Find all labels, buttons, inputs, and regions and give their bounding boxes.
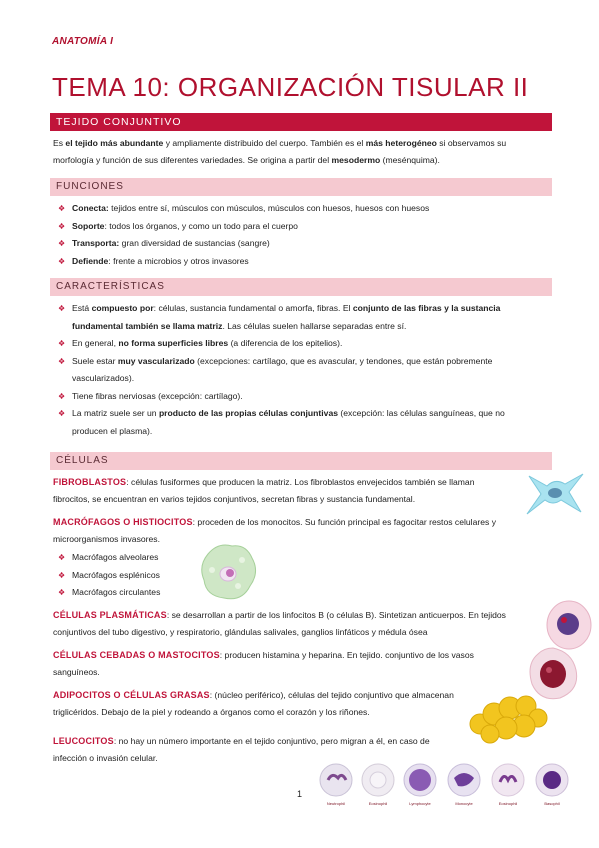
neutrophil-cell [320,764,352,796]
list-item [58,584,208,602]
diamond-bullet-icon: ❖ [58,221,66,231]
funciones-list [58,200,548,270]
diamond-bullet-icon: ❖ [58,256,66,266]
cell-label: Monocyte [455,801,473,806]
basophil-cell [536,764,568,796]
item-text: : todos los órganos, y como un todo para el cuerpo [104,220,298,231]
term-text: : células fusiformes que producen la matriz. Los fibroblastos envejecidos también se llaman fibrocitos, se encuentran en varios tejidos conjuntivos, secretan fibras y sustancia fundamental. [53,477,475,504]
item-bold: conjunto de las fibras y la sustancia fundamental también se llama matriz [72,303,501,331]
item-text: (a diferencia de los epitelios). [228,338,343,348]
lymphocyte-cell [404,764,436,796]
intro-text: y ampliamente distribuido del cuerpo. También es el [163,138,366,148]
fibroblast-illustration [525,468,585,520]
intro-text: si observamos su morfología y función de sus diferentes variedades. Se origina a partir del [53,138,507,165]
item-bold: Defiende [72,255,109,266]
cebadas-paragraph [53,647,493,681]
item-bold: Conecta: [72,203,109,213]
term-text: : (núcleo periférico), células del tejido conjuntivo que almacenan triglicéridos. Debajo de la piel y rodeando a órganos como el corazón y los riñones. [53,690,454,717]
funciones-heading: FUNCIONES [50,178,552,196]
intro-bold: mesodermo [331,155,381,165]
item-text: tejidos entre sí, músculos con músculos, músculos con huesos, huesos con huesos [108,203,430,213]
term-text: : no hay un número importante en el tejido conjuntivo, pero migran a él, en caso de infección o invasión celular. [53,736,430,763]
macrophage-illustration [198,540,260,604]
list-item [58,335,542,353]
item-bold: Soporte [72,220,105,231]
monocyte-cell [448,764,480,796]
item-text: Macrófagos esplénicos [72,569,160,580]
term-label: CÉLULAS CEBADAS O MASTOCITOS [53,650,220,660]
diamond-bullet-icon: ❖ [58,204,66,213]
list-item [58,353,542,388]
list-item [58,388,542,406]
item-text: : frente a microbios y otros invasores [108,255,249,266]
leukocytes-illustration [318,762,599,810]
diamond-bullet-icon: ❖ [58,570,66,580]
cell-label: Lymphocyte [409,801,431,806]
term-label: MACRÓFAGOS O HISTIOCITOS [53,517,193,527]
intro-text: (mesénquima). [380,155,440,165]
eosinophil-cell [492,764,524,796]
list-item [58,567,208,585]
cell-label: Eosinophil [368,801,388,806]
item-bold: muy vascularizado [117,355,195,366]
item-text: Macrófagos alveolares [72,552,159,562]
list-item [58,235,548,253]
caracteristicas-list [58,300,542,440]
item-text: La matriz suele ser un [72,408,159,418]
list-item [58,253,548,271]
item-text: En general, [72,338,119,348]
diamond-bullet-icon: ❖ [58,356,66,366]
item-text: Suele estar [72,355,118,366]
item-bold: producto de las propias células conjuntivas [158,408,339,418]
item-text: Tiene fibras nerviosas (excepción: cartílago). [72,390,243,401]
section-heading: TEJIDO CONJUNTIVO [50,113,552,131]
macrofagos-list [58,549,208,602]
diamond-bullet-icon: ❖ [58,409,66,418]
term-label: FIBROBLASTOS [53,477,127,487]
item-text: : células, sustancia fundamental o amorfa, fibras. El [153,303,353,313]
diamond-bullet-icon: ❖ [58,304,66,313]
cell-label: Eosinophil [498,801,518,806]
diamond-bullet-icon: ❖ [58,588,66,597]
diamond-bullet-icon: ❖ [58,239,66,248]
term-text: : producen histamina y heparina. En tejido. conjuntivo de los vasos sanguíneos. [53,650,474,677]
term-text: : proceden de los monocitos. Su función principal es fagocitar restos celulares y microorganismos invasores. [53,517,496,544]
item-text: (excepciones: cartílago, que es avascular, y tendones, que están pobremente vascularizados). [72,355,493,383]
page-number: 1 [297,789,303,799]
item-bold: compuesto por [91,303,154,313]
celulas-heading: CÉLULAS [50,452,552,470]
item-bold: Transporta: [72,238,120,248]
plasmaticas-paragraph [53,607,547,641]
item-text: . Las células suelen hallarse separadas entre sí. [222,320,407,331]
list-item [58,200,548,218]
term-label: LEUCOCITOS [53,736,114,746]
adipocyte-illustration [466,692,552,748]
diamond-bullet-icon: ❖ [58,391,66,401]
term-text: : se desarrollan a partir de los linfocitos B (o células B). Sintetizan anticuerpos. En tejidos conjuntivos del tubo digestivo, y respiratorio, glándulas salivales, ganglios linfáticos y médula ósea [53,610,506,637]
cell-label: Basophil [544,801,560,806]
eosinophil-cell [362,764,394,796]
list-item [58,218,548,236]
intro-bold: más heterogéneo [365,138,437,148]
list-item [58,405,542,440]
item-text: Macrófagos circulantes [72,587,161,597]
item-text: (excepción: las células sanguíneas, que no producen el plasma). [72,408,505,436]
caracteristicas-heading: CARACTERÍSTICAS [50,278,552,296]
page-title: TEMA 10: ORGANIZACIÓN TISULAR II [52,72,529,102]
intro-bold: el tejido más abundante [65,138,164,148]
item-text: gran diversidad de sustancias (sangre) [119,238,270,248]
item-bold: no forma superficies libres [118,338,229,348]
macrofagos-paragraph [53,514,545,548]
plasma-cell-illustration [544,598,594,652]
adipocitos-paragraph [53,687,458,721]
fibroblastos-paragraph [53,474,508,508]
list-item [58,549,208,567]
list-item [58,300,542,335]
term-label: ADIPOCITOS O CÉLULAS GRASAS [53,690,210,700]
diamond-bullet-icon: ❖ [58,339,66,348]
cell-label: Neutrophil [326,801,346,806]
item-text: Está [72,303,92,313]
term-label: CÉLULAS PLASMÁTICAS [53,610,167,620]
intro-paragraph [53,135,543,169]
diamond-bullet-icon: ❖ [58,553,66,562]
intro-text: Es [53,138,66,148]
course-label: ANATOMÍA I [52,36,114,47]
